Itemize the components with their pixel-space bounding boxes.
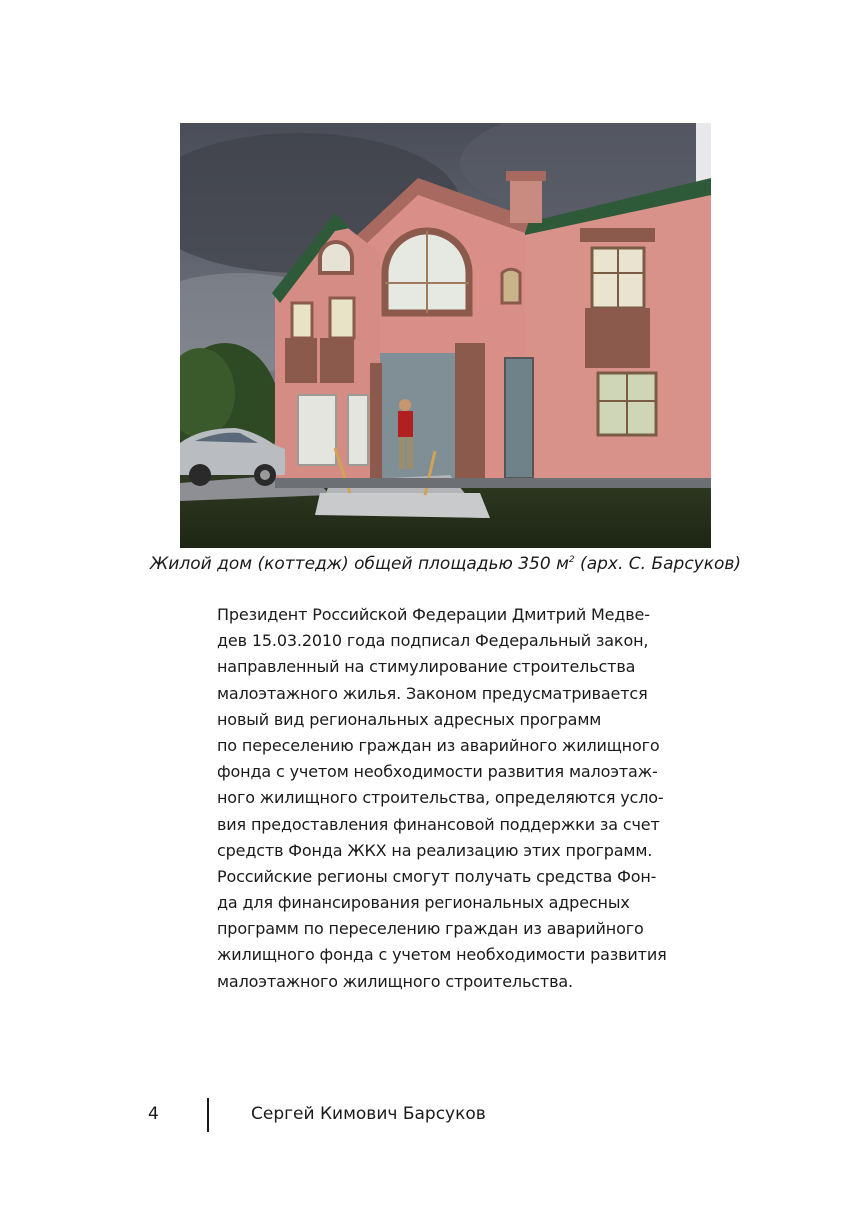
caption-superscript: 2 xyxy=(568,555,575,565)
paragraph-line: программ по переселению граждан из аварийного xyxy=(217,919,644,939)
paragraph-line: новый вид региональных адресных программ xyxy=(217,709,602,729)
page-number: 4 xyxy=(148,1104,159,1124)
paragraph-line: вия предоставления финансовой поддержки за счет xyxy=(217,814,660,834)
paragraph-line: средств Фонда ЖКХ на реализацию этих программ. xyxy=(217,840,653,860)
paragraph-line: дев 15.03.2010 года подписал Федеральный закон, xyxy=(217,631,649,651)
caption-tail-text: (арх. С. Барсуков) xyxy=(574,554,742,574)
paragraph-line: фонда с учетом необходимости развития малоэтаж- xyxy=(217,762,658,782)
paragraph-line: направленный на стимулирование строительства xyxy=(217,657,636,677)
author-name: Сергей Кимович Барсуков xyxy=(251,1104,486,1124)
paragraph-line: ного жилищного строительства, определяются усло- xyxy=(217,788,664,808)
paragraph-line: Российские регионы смогут получать средства Фон- xyxy=(217,866,657,886)
paragraph-line: малоэтажного жилищного строительства. xyxy=(217,971,573,991)
paragraph-line: жилищного фонда с учетом необходимости развития xyxy=(217,945,667,965)
page-footer xyxy=(0,1098,856,1132)
paragraph-line: малоэтажного жилья. Законом предусматривается xyxy=(217,683,648,703)
paragraph-line: по переселению граждан из аварийного жилищного xyxy=(217,735,660,755)
house-rendering-image xyxy=(180,123,711,548)
figure-caption xyxy=(150,551,740,577)
paragraph-line: Президент Российской Федерации Дмитрий Медве- xyxy=(217,605,650,624)
body-paragraph xyxy=(217,602,687,995)
paragraph-line: да для финансирования региональных адресных xyxy=(217,893,630,913)
footer-divider xyxy=(207,1098,209,1132)
caption-main-text: Жилой дом (коттедж) общей площадью 350 м xyxy=(150,554,569,574)
